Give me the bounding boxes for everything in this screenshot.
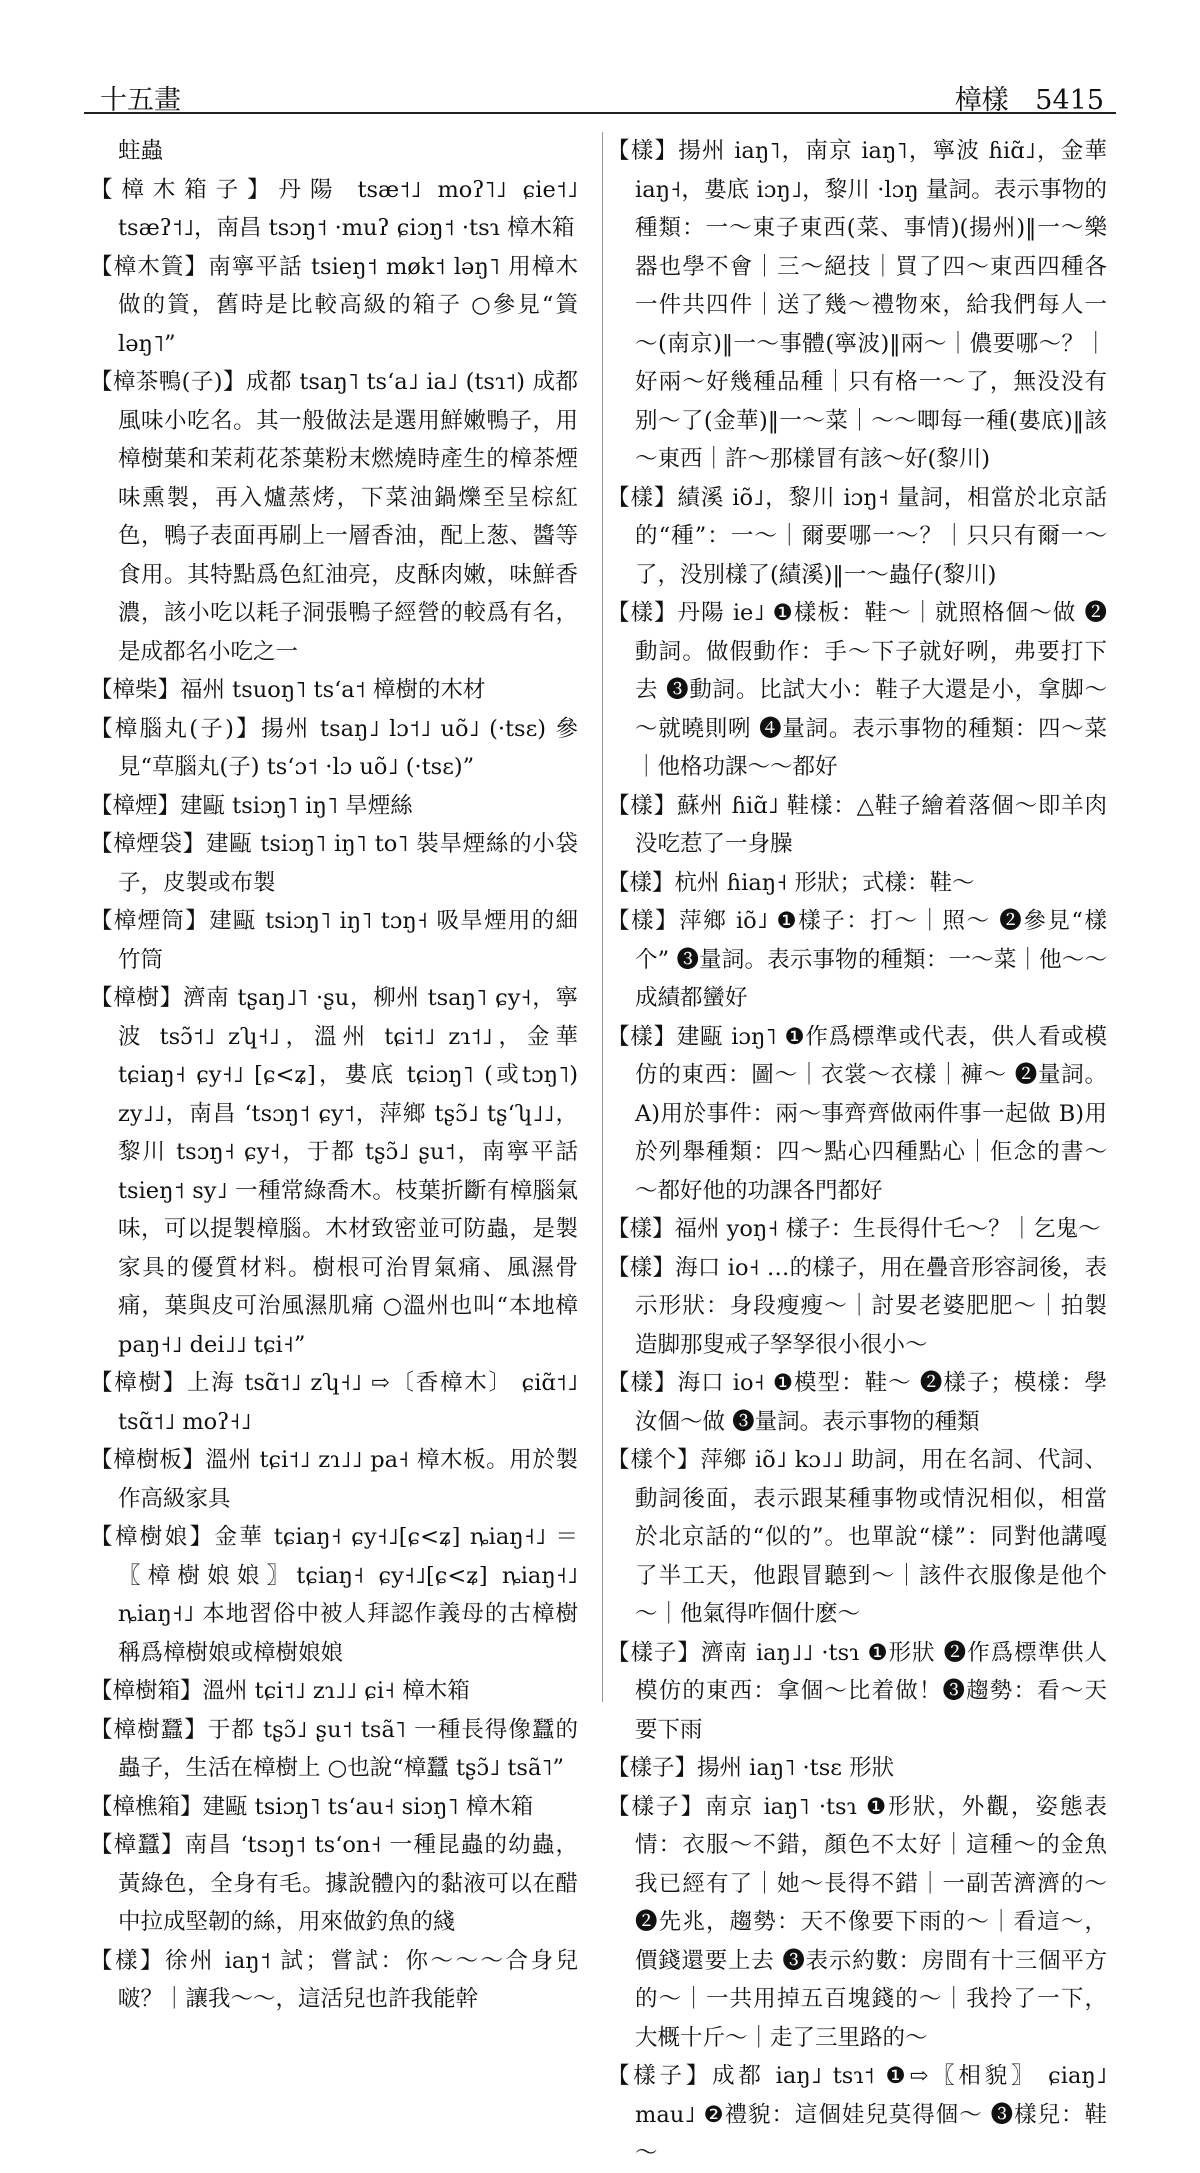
entry-headword: 【樣】 bbox=[607, 1216, 675, 1242]
entry-definition: 績溪 iõ˩，黎川 iɔŋ˧ 量詞，相當於北京話的“種”：一～｜爾要哪一～？｜只只有爾一～了，没別樣了(績溪)‖一～蟲仔(黎川) bbox=[635, 484, 1107, 588]
dictionary-entry bbox=[90, 1441, 578, 1518]
entry-definition: 揚州 tsaŋ˩ lɔ˦˩ uõ˩ (·tsɛ) 參見“草腦丸(子) tsʻɔ˦ ·lɔ uõ˩ (·tsɛ)” bbox=[118, 715, 578, 780]
entry-definition: 蘇州 ɦiɑ̃˩ 鞋樣：△鞋子繪着落個～即羊肉没吃惹了一身臊 bbox=[635, 792, 1107, 857]
entry-headword: 【樣个】 bbox=[607, 1447, 701, 1473]
entry-definition: 揚州 iaŋ˥ ·tsɛ 形狀 bbox=[697, 1755, 895, 1781]
dictionary-entry bbox=[90, 671, 578, 710]
entry-definition: 成都 iaŋ˩ tsɿ˦ ❶⇨〖相貌〗 ɕiaŋ˩ mau˩ ❷禮貌：這個娃兒莫得個～ ❸樣兒：鞋～ bbox=[635, 2063, 1107, 2166]
entry-headword: 【樣】 bbox=[607, 1023, 677, 1050]
entry-definition: 建甌 tsiɔŋ˥ iŋ˥ to˥ 裝旱煙絲的小袋子，皮製或布製 bbox=[118, 831, 578, 896]
entry-headword: 【樟樹娘】 bbox=[90, 1524, 215, 1550]
left-column bbox=[90, 132, 579, 2012]
dictionary-entry bbox=[90, 363, 578, 671]
entry-headword: 【樣】 bbox=[607, 869, 675, 896]
dictionary-entry bbox=[607, 2057, 1107, 2173]
entry-definition: 揚州 iaŋ˥，南京 iaŋ˥，寧波 ɦiɑ̃˩，金華 iaŋ˧，婁底 iɔŋ˩，黎川 ·lɔŋ 量詞。表示事物的種類：一～東子東西(菜、事情)(揚州)‖一～樂器也學不會｜三～絕技｜買了四～東西四種各一件共四件｜送了幾～禮物來，給我們每人一～(南京)‖一～事體(寧波)‖兩～｜儂要哪～？｜好兩～好幾種品種｜只有格一～了，無没没有别～了(金華)‖一～菜｜～～唧每一種(婁底)‖該～東西｜許～那樣冒有該～好(黎川) bbox=[635, 138, 1107, 472]
dictionary-entry bbox=[607, 1210, 1107, 1249]
dictionary-entry bbox=[90, 825, 578, 902]
entry-definition: 福州 tsuoŋ˥ tsʻa˦ 樟樹的木材 bbox=[180, 677, 486, 703]
entry-definition: 濟南 tʂaŋ˩˥ ·ʂu，柳州 tsaŋ˥ ɕy˧，寧波 tsɔ̃˦˩ zʮ˧˩，溫州 tɕi˦˩ zɿ˦˩，金華 tɕiaŋ˧ ɕy˧˩ [ɕ<ʑ]，婁底 tɕiɔŋ˥ (或tɔŋ˥) zy˩˩，南昌 ʻtsɔŋ˦ ɕy˦，萍鄉 tʂɔ̃˩ tʂʻʮ˩˩，黎川 tsɔŋ˧ ɕy˧，于都 tʂɔ̃˩ ʂu˦，南寧平話 tsieŋ˦ sy˩ 一種常綠喬木。枝葉折斷有樟腦氣味，可以提製樟腦。木材致密並可防蟲，是製家具的優質材料。樹根可治胃氣痛、風濕骨痛，葉與皮可治風濕肌痛 ○溫州也叫“本地樟paŋ˧˩ dei˩˩ tɕi˧” bbox=[118, 985, 578, 1358]
entry-headword: 【樟樹】 bbox=[90, 1370, 187, 1396]
right-column bbox=[602, 132, 1107, 2166]
entry-headword: 【樣子】 bbox=[607, 1793, 706, 1820]
entry-headword: 【樣子】 bbox=[607, 1755, 698, 1781]
entry-headword: 【樣】 bbox=[607, 1370, 678, 1396]
entry-headword: 【樟煙】 bbox=[90, 792, 181, 819]
entry-definition: 溫州 tɕi˦˩ zɿ˩˩ pa˧ 樟木板。用於製作高級家具 bbox=[118, 1447, 578, 1512]
entry-definition: 建甌 iɔŋ˥ ❶作爲標準或代表，供人看或模仿的東西：圖～｜衣裳～衣樣｜褲～ ❷量詞。A)用於事件：兩～事齊齊做兩件事一起做 B)用於列舉種類：四～點心四種點心｜佢念的書～～都好他的功課各門都好 bbox=[635, 1023, 1107, 1204]
dictionary-entry bbox=[607, 1634, 1107, 1750]
entry-definition: 成都 tsaŋ˥ tsʻa˩ ia˩ (tsɿ˦) 成都風味小吃名。其一般做法是選用鮮嫩鴨子，用樟樹葉和茉莉花茶葉粉末燃燒時產生的樟茶煙味熏製，再入爐蒸烤，下菜油鍋爍至呈棕紅色，鴨子表面再刷上一層香油，配上葱、醬等食用。其特點爲色紅油亮，皮酥肉嫩，味鮮香濃，該小吃以耗子洞張鴨子經營的較爲有名，是成都名小吃之一 bbox=[118, 369, 579, 665]
entry-headword: 【樣】 bbox=[607, 908, 680, 934]
dictionary-entry bbox=[607, 1788, 1107, 2058]
dictionary-entry bbox=[90, 787, 578, 826]
entry-definition: 建甌 tsiɔŋ˥ iŋ˥ tɔŋ˧ 吸旱煙用的細竹筒 bbox=[118, 908, 578, 973]
entry-definition: 濟南 iaŋ˩˩ ·tsɿ ❶形狀 ❷作爲標準供人模仿的東西：拿個～比着做！❸趨勢：看～天要下雨 bbox=[635, 1639, 1107, 1743]
running-head bbox=[937, 78, 1104, 117]
entry-definition: 萍鄉 iõ˩ ❶樣子：打～｜照～ ❷參見“樣个” ❸量詞。表示事物的種類：一～菜｜他～～成績都蠻好 bbox=[635, 908, 1107, 1011]
dictionary-entry bbox=[607, 902, 1107, 1018]
dictionary-entry bbox=[607, 787, 1107, 864]
entry-headword: 【樣】 bbox=[607, 792, 677, 819]
dictionary-entry bbox=[90, 1826, 578, 1942]
dictionary-entry bbox=[607, 479, 1107, 595]
entry-headword: 【樣子】 bbox=[607, 2063, 713, 2089]
entry-headword: 【樟腦丸(子)】 bbox=[90, 715, 261, 742]
entry-definition: 丹陽 tsæ˦˩ moʔ˥˩ ɕie˦˩ tsæʔ˦˩，南昌 tsɔŋ˦ ·muʔ ɕiɔŋ˦ ·tsɿ 樟木箱 bbox=[118, 176, 578, 241]
dictionary-entry bbox=[90, 171, 578, 248]
entry-headword: 【樟煙袋】 bbox=[90, 831, 207, 857]
page-number: 5415 bbox=[1035, 85, 1104, 116]
dictionary-entry bbox=[90, 1364, 578, 1441]
entry-definition: 徐州 iaŋ˦ 試；嘗試：你～～～合身兒啵？｜讓我～～，這活兒也許我能幹 bbox=[118, 1947, 578, 2012]
entry-headword: 【樣】 bbox=[607, 1254, 676, 1281]
entry-headword: 【樣】 bbox=[90, 1947, 165, 1974]
page-header bbox=[84, 64, 1116, 114]
entry-definition: 建甌 tsiɔŋ˥ iŋ˥ 旱煙絲 bbox=[180, 792, 413, 819]
entry-definition: 建甌 tsiɔŋ˥ tsʻau˧ siɔŋ˥ 樟木箱 bbox=[202, 1793, 534, 1820]
entry-headword: 【樟茶鴨(子)】 bbox=[90, 369, 246, 395]
dictionary-entry bbox=[90, 1518, 578, 1672]
entry-definition: 福州 yoŋ˧ 樣子：生長得什乇～？｜乞鬼～ bbox=[674, 1216, 1101, 1242]
entry-headword: 【樣】 bbox=[607, 484, 678, 511]
entry-definition: 南京 iaŋ˥ ·tsɿ ❶形狀，外觀，姿態表情：衣服～不錯，顏色不太好｜這種～的金魚我已經有了｜她～長得不錯｜一副苦濟濟的～ ❷先兆，趨勢：天不像要下雨的～｜看這～，價錢還要上去 ❸表示約數：房間有十三個平方的～｜一共用掉五百塊錢的～｜我拎了一下，大概十斤～｜走了三里路的～ bbox=[635, 1793, 1107, 2051]
entry-definition: 杭州 ɦiaŋ˧ 形狀；式樣：鞋～ bbox=[674, 869, 975, 896]
entry-definition: 金華 tɕiaŋ˧ ɕy˧˩[ɕ<ʑ] ȵiaŋ˧˩ ＝〖樟樹娘娘〗tɕiaŋ˧ ɕy˧˩[ɕ<ʑ] ȵiaŋ˧˩ ȵiaŋ˧˩ 本地習俗中被人拜認作義母的古樟樹稱爲樟樹娘或樟樹娘娘 bbox=[118, 1524, 578, 1666]
entry-headword: 【樟煙筒】 bbox=[90, 908, 210, 934]
entry-headword: 【樟木箱子】 bbox=[90, 176, 279, 203]
entry-definition: 南昌 ʻtsɔŋ˦ tsʻon˧ 一種昆蟲的幼蟲，黃綠色，全身有毛。據說體內的黏液可以在醋中拉成堅韌的絲，用來做釣魚的綫 bbox=[118, 1832, 578, 1935]
entry-definition: 萍鄉 iõ˩ kɔ˩˩ 助詞，用在名詞、代詞、動詞後面，表示跟某種事物或情況相似，相當於北京話的“似的”。也單說“樣”：同對他講嘎了半工天，他跟冒聽到～｜該件衣服像是他个～｜他氣得咋個什麽～ bbox=[635, 1447, 1107, 1627]
dictionary-entry bbox=[607, 1364, 1107, 1441]
entry-headword: 【樣子】 bbox=[607, 1639, 701, 1666]
entry-headword: 【樟蠶】 bbox=[90, 1832, 185, 1858]
dictionary-entry bbox=[90, 132, 578, 171]
dictionary-entry bbox=[90, 979, 578, 1364]
entry-definition: 溫州 tɕi˦˩ zɿ˩˩ ɕi˧ 樟木箱 bbox=[202, 1678, 470, 1704]
section-title: 十五畫 bbox=[100, 85, 181, 116]
entry-definition: 海口 io˧ ❶模型：鞋～ ❷樣子；模樣：學汝個～做 ❸量詞。表示事物的種類 bbox=[635, 1370, 1107, 1435]
headword-range: 樟樣 bbox=[954, 85, 1009, 116]
entry-headword: 【樣】 bbox=[607, 138, 679, 164]
dictionary-entry bbox=[90, 902, 578, 979]
dictionary-entry bbox=[90, 1942, 578, 2019]
dictionary-entry bbox=[607, 1441, 1107, 1634]
entry-headword: 【樟柴】 bbox=[90, 677, 181, 703]
dictionary-entry bbox=[607, 1249, 1107, 1365]
entry-headword: 【樟樹箱】 bbox=[90, 1678, 203, 1704]
dictionary-entry bbox=[90, 1711, 578, 1788]
dictionary-entry bbox=[607, 864, 1107, 903]
dictionary-entry bbox=[607, 1749, 1107, 1788]
dictionary-entry bbox=[90, 248, 578, 364]
entry-definition: 南寧平話 tsieŋ˦ møk˦ ləŋ˥ 用樟木做的篢，舊時是比較高級的箱子 ○參見“篢 ləŋ˥” bbox=[118, 253, 578, 357]
entry-headword: 【樟樹】 bbox=[90, 985, 184, 1011]
entry-definition: 于都 tʂɔ̃˩ ʂu˦ tsã˥ 一種長得像蠶的蟲子，生活在樟樹上 ○也說“樟蠶 tʂɔ̃˩ tsã˥” bbox=[118, 1716, 578, 1781]
dictionary-entry bbox=[607, 132, 1107, 479]
dictionary-entry bbox=[607, 1018, 1107, 1211]
entry-headword: 【樣】 bbox=[607, 600, 678, 626]
entry-headword: 【樟樹板】 bbox=[90, 1447, 206, 1473]
entry-headword: 【樟樵箱】 bbox=[90, 1793, 203, 1820]
entry-definition: 蛀蟲 bbox=[118, 138, 164, 164]
dictionary-entry bbox=[90, 1672, 578, 1711]
dictionary-entry bbox=[90, 710, 578, 787]
dictionary-entry bbox=[607, 594, 1107, 787]
entry-headword: 【樟樹蠶】 bbox=[90, 1716, 208, 1743]
entry-definition: 海口 io˧ …的樣子，用在疊音形容詞後，表示形狀：身段瘦瘦～｜討㚻老婆肥肥～｜拍製造脚那叟戒子孥孥很小很小～ bbox=[635, 1254, 1107, 1358]
dictionary-entry bbox=[90, 1788, 578, 1827]
entry-definition: 丹陽 ie˩ ❶樣板：鞋～｜就照格個～做 ❷動詞。做假動作：手～下子就好咧，弗要打下去 ❸動詞。比試大小：鞋子大還是小，拿脚～～就曉則咧 ❹量詞。表示事物的種類：四～菜｜他格功課～～都好 bbox=[635, 600, 1107, 780]
entry-headword: 【樟木篢】 bbox=[90, 253, 209, 280]
entry-definition: 上海 tsɑ̃˦˩ zʮ˧˩ ⇨〔香樟木〕 ɕiɑ̃˦˩ tsɑ̃˦˩ moʔ˧˩ bbox=[118, 1370, 578, 1435]
